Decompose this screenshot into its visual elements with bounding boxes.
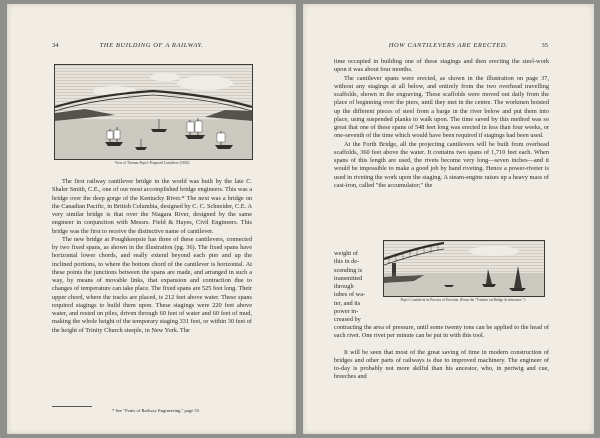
narrow-line: transmitted: [334, 274, 363, 282]
paragraph: time occupied in building one of these stagings and then erecting the steel-work upon it was about four months.: [334, 58, 549, 74]
right-body-bottom: [334, 324, 549, 382]
running-header: [7, 42, 296, 52]
footnote-rule: [52, 406, 92, 407]
paragraph: It will be seen that most of the great saving of time in modern construction of bridges and other parts of railways is due to improved machinery. The engineer of to-day is probably not more skilful than his ancestor, who, in periwig and cue, breeches and: [334, 348, 549, 381]
left-page: [7, 4, 296, 434]
page-number: 34: [52, 42, 59, 49]
running-head: HOW CANTILEVERS ARE ERECTED.: [388, 42, 509, 49]
footnote: * See "Fonts of Railway Engineering," page 55.: [112, 408, 201, 413]
narrow-line: tubes of wa-: [334, 291, 366, 299]
paragraph: The new bridge at Poughkeepsie has three of these cantilevers, connected by two fixed spans, as shown in the illustration (pg. 36). The fixed spans have horizontal lower chords, and really extend beyond each pier and up the inclined portions, to where the bottom chord of the cantilever is horizontal. At these points the junctions between the spans are made, and arranged in such a way, by means of movable links, that expansion and contraction due to changes of temperature can take place. The fixed spans are 525 feet long. Their upper chord, where the tracks are placed, is 212 feet above water. These spans required stagings to build them upon. These stagings were 220 feet above water, and rested on piles, driven through 60 feet of water and 60 feet of mud, making the whole height of the temporary staging 331 feet, or within 30 feet of the height of Trinity Church steeple, in New York. The: [52, 235, 252, 334]
paragraph: The cantilever spans were erected, as shown in the illustration on page 37, without any stagings at all below, and entirely from the two overhead travelling scaffolds, shown in the engraving. These scaffolds were moved out daily from the place of beginning over the piers, until they met in the centre. The workmen hoisted up the different pieces of steel from a barge in the river below and put them into place, using suspended planks to walk upon. The time saved by this method was so great that one of these spans of 548 feet long was erected in less than four weeks, or one-seventh of the time which would have been required if stagings had been used.: [334, 74, 549, 140]
right-page: [303, 4, 594, 434]
narrow-line: weight of: [334, 250, 358, 257]
erection-engraving: [383, 240, 545, 297]
narrow-line: power in-: [334, 307, 359, 315]
figure-caption: Pope's Cantilever in Process of Erection. (From the "Treatise on Bridge Architecture."): [400, 298, 526, 302]
narrow-line: through: [334, 283, 354, 290]
running-header: [303, 42, 594, 52]
narrow-text-column: [334, 250, 380, 324]
engraving-illustration: [55, 65, 252, 159]
left-body-text: [52, 178, 252, 335]
paragraph: The first railway cantilever bridge in the world was built by the late C. Shaler Smith, C.E., one of our most accomplished bridge engineers. This was a bridge over the deep gorge of the Kentucky River.* The next was a bridge on the Canadian Pacific, in British Columbia, designed by C. C. Schneider, C.E. A very similar bridge is that over the Niagara River, designed by the same engineer in conjunction with Messrs. Field & Hayes, Civil Engineers. This bridge was the first to receive the distinctive name of cantilever.: [52, 178, 252, 235]
running-head: THE BUILDING OF A RAILWAY.: [99, 42, 204, 49]
paragraph: contracting the area of pressure, until some twenty tons can be applied to the head of each rivet. One rivet per minute can be put in with this tool.: [334, 324, 549, 340]
narrow-line: this in de-: [334, 258, 360, 266]
paragraph: At the Forth Bridge, all the projecting cantilevers will be built from overhead scaffolds, 360 feet above the water. It contains two spans of 1,710 feet each. When spans of this length are used, the rivets become very long—seven inches—and it would be impossible to make a good job by hand riveting. Hence a power-riveter is used in riveting the work upon the staging. A steam-engine raises up a heavy mass of cast-iron, called "the accumulator;" the: [334, 140, 549, 189]
erection-illustration: [384, 241, 544, 296]
page-number: 35: [541, 42, 548, 49]
narrow-line: scending is: [334, 266, 363, 274]
right-body-top: [334, 58, 549, 190]
narrow-line: ter, and its: [334, 299, 361, 307]
figure-caption: View of Thomas Pope's Proposed Cantilever (1810).: [114, 161, 191, 165]
pope-cantilever-engraving: [54, 64, 253, 160]
narrow-line: creased by: [334, 316, 361, 323]
